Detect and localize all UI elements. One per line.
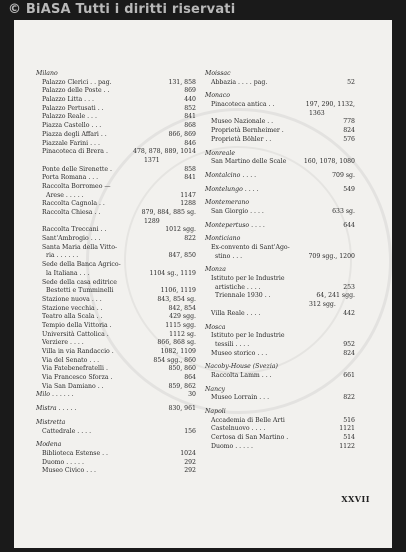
index-entry bbox=[36, 348, 196, 357]
index-entry bbox=[205, 394, 355, 403]
index-entry bbox=[205, 244, 355, 253]
index-entry bbox=[205, 118, 355, 127]
entry-pages: 576 bbox=[343, 135, 355, 143]
index-entry bbox=[36, 166, 196, 175]
entry-title: Piazza Castello . . . bbox=[42, 122, 102, 130]
entry-title: Palazzo Litta . . . bbox=[42, 96, 95, 104]
entry-pages: 1024 bbox=[180, 449, 196, 457]
entry-title: Stazione nuova . . . bbox=[42, 295, 102, 303]
index-section bbox=[205, 235, 355, 244]
index-entry bbox=[205, 284, 355, 293]
entry-title: Milano bbox=[36, 70, 58, 77]
entry-pages: 824 bbox=[343, 127, 355, 135]
entry-pages: 64, 241 sgg. bbox=[316, 292, 355, 300]
entry-pages: 841 bbox=[184, 113, 196, 121]
index-entry bbox=[36, 313, 196, 322]
entry-title: Istituto per le Industrie bbox=[211, 332, 285, 340]
index-entry bbox=[36, 339, 196, 348]
index-section bbox=[205, 408, 355, 417]
entry-title: Palazzo Clerici . . pag. bbox=[42, 78, 112, 86]
entry-pages: 866, 869 bbox=[168, 130, 196, 138]
entry-title: Raccolta Chiesa . . bbox=[42, 209, 101, 216]
index-entry bbox=[205, 79, 355, 88]
index-entry bbox=[36, 428, 196, 437]
entry-title: Mistretta bbox=[36, 418, 66, 426]
index-entry bbox=[36, 157, 196, 166]
index-entry bbox=[36, 148, 196, 157]
entry-pages: 156 bbox=[184, 427, 196, 435]
index-entry bbox=[36, 296, 196, 305]
index-entry bbox=[36, 279, 196, 288]
entry-pages: 440 bbox=[184, 96, 196, 104]
entry-title: Milo . . . . . . bbox=[36, 391, 74, 399]
entry-pages: 1289 bbox=[144, 217, 160, 225]
index-entry bbox=[205, 350, 355, 359]
index-entry bbox=[205, 127, 355, 136]
entry-title: Pinacoteca di Brera . bbox=[42, 148, 108, 156]
entry-title: Palazzo Reale . . . bbox=[42, 113, 97, 121]
entry-pages: 1121 bbox=[339, 425, 355, 433]
entry-pages: 197, 290, 1132, bbox=[305, 101, 355, 109]
entry-title: Sede della casa editrice bbox=[42, 278, 117, 286]
index-entry bbox=[205, 332, 355, 341]
entry-title: Raccolta Lamm . . . bbox=[211, 371, 272, 379]
entry-title: Mistra . . . . . bbox=[36, 405, 77, 413]
entry-pages: 879, 884, 885 sg. bbox=[141, 209, 196, 216]
entry-title: Raccolta Treccani . . bbox=[42, 226, 107, 234]
entry-pages: 868 bbox=[184, 122, 196, 130]
index-entry bbox=[36, 226, 196, 235]
entry-title: tessili . . . . bbox=[215, 340, 250, 348]
entry-title: Via San Damiano . . bbox=[42, 382, 104, 390]
entry-pages: 549 bbox=[343, 185, 355, 193]
entry-pages: 1082, 1109 bbox=[160, 348, 196, 355]
index-entry bbox=[205, 372, 355, 381]
index-section bbox=[205, 186, 355, 195]
index-entry bbox=[205, 301, 355, 310]
index-section bbox=[205, 70, 355, 79]
entry-title: Nacoby-House (Svezia) bbox=[205, 363, 278, 371]
entry-title: Duomo . . . . . bbox=[211, 442, 253, 450]
entry-pages: 661 bbox=[343, 371, 355, 379]
entry-title: Proprietà Bernheimer . bbox=[211, 127, 284, 135]
entry-pages: 866, 868 sg. bbox=[157, 339, 196, 347]
entry-pages: 858 bbox=[184, 165, 196, 173]
entry-title: Santa Maria della Vitto- bbox=[42, 243, 118, 251]
entry-pages: 822 bbox=[184, 235, 196, 243]
entry-title: Montelungo . . . . bbox=[205, 185, 259, 193]
index-section bbox=[205, 92, 355, 101]
entry-pages: 1106, 1119 bbox=[160, 287, 196, 295]
index-entry bbox=[36, 357, 196, 366]
index-entry bbox=[36, 252, 196, 261]
entry-title: Duomo . . . . . bbox=[42, 458, 84, 466]
index-entry bbox=[36, 209, 196, 218]
entry-pages: 644 bbox=[343, 221, 355, 229]
index-entry bbox=[205, 208, 355, 217]
entry-title: Monreale bbox=[205, 149, 235, 157]
index-entry bbox=[36, 365, 196, 374]
entry-pages: 1147 bbox=[180, 191, 196, 199]
index-entry bbox=[36, 174, 196, 183]
entry-title: Nancy bbox=[205, 385, 226, 393]
index-entry bbox=[36, 105, 196, 114]
entry-pages: 842, 854 bbox=[168, 304, 196, 312]
index-entry bbox=[205, 136, 355, 145]
entry-title: Palazzo Pertusati . . bbox=[42, 104, 104, 112]
index-entry bbox=[205, 292, 355, 301]
entry-pages: 850, 860 bbox=[168, 365, 196, 373]
index-entry bbox=[205, 275, 355, 284]
entry-title: la Italiana . . . bbox=[46, 269, 90, 277]
index-section bbox=[205, 363, 355, 372]
page-number: XXVII bbox=[341, 494, 370, 504]
entry-pages: 52 bbox=[347, 78, 355, 86]
index-entry bbox=[36, 235, 196, 244]
index-entry bbox=[36, 113, 196, 122]
entry-pages: 709 sg. bbox=[332, 171, 355, 179]
entry-pages: 952 bbox=[343, 340, 355, 348]
entry-pages: 478, 878, 889, 1014 bbox=[133, 148, 196, 156]
entry-pages: 253 bbox=[343, 283, 355, 291]
entry-pages: 1112 sg. bbox=[169, 330, 196, 338]
index-entry bbox=[36, 322, 196, 331]
index-entry bbox=[36, 183, 196, 192]
entry-pages: 822 bbox=[343, 394, 355, 402]
entry-title: Monaco bbox=[205, 92, 230, 100]
entry-pages: 709 sgg., 1200 bbox=[308, 252, 355, 260]
entry-pages: 1012 sgg. bbox=[165, 226, 196, 234]
entry-pages: 1371 bbox=[144, 156, 160, 164]
index-section bbox=[36, 441, 196, 450]
index-entry bbox=[36, 122, 196, 131]
entry-title: Accademia di Belle Arti bbox=[211, 416, 285, 424]
index-left-column bbox=[36, 70, 196, 476]
entry-title: Via del Senato . . . bbox=[42, 356, 100, 364]
entry-title: Montalcino . . . . bbox=[205, 171, 257, 179]
index-section bbox=[205, 172, 355, 181]
index-section bbox=[205, 266, 355, 275]
entry-title: Triennale 1930 . . bbox=[215, 292, 271, 300]
entry-title: artistiche . . . . bbox=[215, 283, 261, 291]
entry-title: Montemerano bbox=[205, 199, 250, 207]
entry-pages: 1104 sg., 1119 bbox=[149, 269, 196, 277]
watermark: © BiASA Tutti i diritti riservati bbox=[8, 2, 236, 17]
entry-title: San Martino delle Scale bbox=[211, 158, 287, 166]
entry-title: Sede della Banca Agrico- bbox=[42, 261, 121, 269]
entry-title: Arese . . . . . bbox=[46, 191, 84, 199]
index-entry bbox=[36, 305, 196, 314]
entry-title: Modena bbox=[36, 441, 62, 449]
entry-pages: 30 bbox=[188, 391, 196, 399]
index-entry bbox=[36, 270, 196, 279]
entry-title: Verziere . . . . bbox=[42, 339, 84, 347]
index-entry bbox=[36, 383, 196, 392]
index-section bbox=[36, 419, 196, 428]
entry-title: Porta Romana . . . bbox=[42, 174, 99, 182]
entry-pages: 1115 sgg. bbox=[165, 321, 196, 329]
entry-pages: 633 sg. bbox=[332, 207, 355, 215]
entry-title: San Giorgio . . . . bbox=[211, 207, 264, 215]
entry-title: Cattedrale . . . . bbox=[42, 427, 92, 435]
index-section bbox=[205, 222, 355, 231]
entry-title: stino . . . bbox=[215, 252, 243, 260]
entry-title: Via Fatebenefratelli . bbox=[42, 365, 108, 373]
entry-pages: 824 bbox=[343, 349, 355, 357]
entry-pages: 841 bbox=[184, 174, 196, 182]
entry-title: Abbazia . . . . pag. bbox=[211, 78, 268, 86]
entry-title: Monza bbox=[205, 266, 226, 274]
entry-title: Villa Reale . . . . bbox=[211, 309, 261, 317]
index-entry bbox=[36, 261, 196, 270]
entry-pages: 847, 850 bbox=[168, 252, 196, 260]
entry-pages: 864 bbox=[184, 374, 196, 382]
index-entry bbox=[36, 450, 196, 459]
entry-title: Castelnuovo . . . . bbox=[211, 425, 266, 433]
entry-pages: 131, 858 bbox=[168, 78, 196, 86]
entry-pages: 312 sgg. bbox=[309, 301, 336, 309]
index-entry bbox=[36, 140, 196, 149]
entry-title: Museo Civico . . . bbox=[42, 467, 97, 475]
entry-pages: 442 bbox=[343, 309, 355, 317]
entry-title: Tempio della Vittoria . bbox=[42, 321, 112, 329]
entry-title: Museo Nazionale . . bbox=[211, 118, 274, 126]
entry-pages: 514 bbox=[343, 434, 355, 442]
index-entry bbox=[205, 434, 355, 443]
entry-title: Pinacoteca antica . . bbox=[211, 101, 275, 109]
index-section bbox=[205, 324, 355, 333]
entry-pages: 869 bbox=[184, 87, 196, 95]
entry-pages: 843, 854 sg. bbox=[157, 295, 196, 303]
entry-title: Napoli bbox=[205, 408, 226, 415]
index-entry bbox=[205, 443, 355, 452]
entry-title: Monticiano bbox=[205, 235, 241, 243]
entry-pages: 859, 862 bbox=[168, 382, 196, 390]
index-entry bbox=[36, 218, 196, 227]
index-entry bbox=[205, 101, 355, 110]
index-entry bbox=[36, 374, 196, 383]
index-entry bbox=[36, 79, 196, 88]
entry-pages: 292 bbox=[184, 458, 196, 466]
entry-title: Ex-convento di Sant'Ago- bbox=[211, 244, 290, 251]
index-entry bbox=[36, 96, 196, 105]
entry-pages: 429 sgg. bbox=[169, 313, 196, 321]
entry-title: Palazzo delle Poste . . bbox=[42, 87, 110, 95]
entry-title: Montepertuso . . . . bbox=[205, 221, 265, 229]
entry-title: Museo storico . . . bbox=[211, 349, 268, 357]
entry-pages: 852 bbox=[184, 104, 196, 112]
index-entry bbox=[36, 244, 196, 253]
entry-title: Piazzale Farini . . . bbox=[42, 139, 100, 147]
entry-pages: 778 bbox=[343, 118, 355, 126]
entry-title: Raccolta Cagnola . . bbox=[42, 200, 105, 208]
entry-pages: 854 sgg., 860 bbox=[153, 356, 196, 364]
index-entry bbox=[36, 131, 196, 140]
entry-pages: 160, 1078, 1080 bbox=[303, 158, 355, 166]
index-section bbox=[36, 70, 196, 79]
index-entry bbox=[36, 331, 196, 340]
index-entry bbox=[205, 253, 355, 262]
entry-title: Raccolta Borromeo — bbox=[42, 182, 111, 190]
index-section bbox=[205, 386, 355, 395]
index-entry bbox=[205, 110, 355, 119]
index-entry bbox=[205, 310, 355, 319]
entry-title: Università Cattolica . bbox=[42, 330, 109, 338]
entry-title: Mosca bbox=[205, 323, 226, 331]
index-entry bbox=[36, 192, 196, 201]
entry-title: Villa in via Randaccio . bbox=[42, 348, 114, 355]
entry-title: Moissac bbox=[205, 70, 231, 77]
entry-title: Teatro alla Scala . . bbox=[42, 313, 103, 321]
entry-title: Via Francesco Sforza . bbox=[42, 374, 113, 382]
entry-pages: 516 bbox=[343, 416, 355, 424]
entry-title: Piazza degli Affari . . bbox=[42, 130, 107, 138]
entry-title: Sant'Ambrogio . . . bbox=[42, 235, 101, 243]
index-section bbox=[36, 391, 196, 400]
entry-title: Istituto per le Industrie bbox=[211, 275, 285, 283]
entry-title: Stazione vecchia . . bbox=[42, 304, 103, 312]
index-entry bbox=[205, 425, 355, 434]
entry-title: Bestetti e Tumminelli bbox=[46, 287, 114, 295]
index-entry bbox=[36, 287, 196, 296]
index-section bbox=[36, 405, 196, 414]
index-entry bbox=[36, 87, 196, 96]
entry-title: Proprietà Böhler . . bbox=[211, 135, 272, 143]
entry-pages: 846 bbox=[184, 139, 196, 147]
index-entry bbox=[36, 467, 196, 476]
entry-title: ria . . . . . . bbox=[46, 252, 79, 260]
index-entry bbox=[205, 417, 355, 426]
index-section bbox=[205, 199, 355, 208]
entry-pages: 830, 961 bbox=[168, 405, 196, 413]
index-section bbox=[205, 150, 355, 159]
entry-pages: 1363 bbox=[309, 109, 325, 117]
index-entry bbox=[36, 459, 196, 468]
index-entry bbox=[205, 158, 355, 167]
entry-title: Biblioteca Estense . . bbox=[42, 449, 108, 457]
entry-title: Museo Lorrain . . . bbox=[211, 394, 270, 402]
entry-pages: 1122 bbox=[339, 442, 355, 450]
entry-title: Certosa di San Martino . bbox=[211, 434, 289, 442]
index-right-column bbox=[205, 70, 355, 451]
entry-pages: 292 bbox=[184, 467, 196, 475]
entry-pages: 1288 bbox=[180, 200, 196, 208]
index-entry bbox=[205, 341, 355, 350]
index-entry bbox=[36, 200, 196, 209]
entry-title: Ponte delle Sirenette . bbox=[42, 165, 112, 173]
